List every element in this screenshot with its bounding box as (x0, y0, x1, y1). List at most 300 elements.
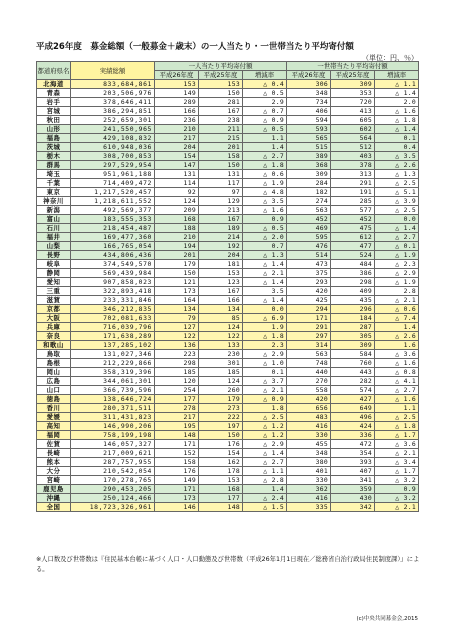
cell-pref: 熊本 (37, 458, 71, 467)
cell-hr: △ 0.8 (375, 368, 419, 377)
cell-h26: 515 (287, 143, 331, 152)
cell-hr: △ 4.1 (375, 377, 419, 386)
cell-pr: △ 1.4 (243, 278, 287, 287)
cell-pr: 2.9 (243, 98, 287, 107)
cell-h25: 720 (331, 98, 375, 107)
cell-p25: 85 (199, 314, 243, 323)
cell-p26: 217 (155, 134, 199, 143)
cell-pr: △ 0.5 (243, 89, 287, 98)
cell-hr: △ 1.4 (375, 125, 419, 134)
table-row (37, 305, 419, 314)
table-body (37, 80, 419, 512)
cell-hr: △ 2.3 (375, 260, 419, 269)
cell-h25: 287 (331, 323, 375, 332)
cell-pr: △ 1.0 (243, 359, 287, 368)
cell-total: 308,700,853 (71, 152, 155, 161)
cell-pr: △ 4.8 (243, 188, 287, 197)
cell-pref: 佐賀 (37, 440, 71, 449)
cell-pref: 宮城 (37, 107, 71, 116)
cell-h25: 309 (331, 80, 375, 89)
cell-total: 169,477,360 (71, 233, 155, 242)
cell-hr: △ 1.9 (375, 251, 419, 260)
table-row (37, 278, 419, 287)
cell-p26: 152 (155, 449, 199, 458)
cell-hr: △ 7.4 (375, 314, 419, 323)
cell-h26: 171 (287, 314, 331, 323)
cell-pref: 北海道 (37, 80, 71, 89)
cell-pr: △ 2.0 (243, 233, 287, 242)
table-row (37, 377, 419, 386)
cell-p25: 167 (199, 107, 243, 116)
table-row (37, 116, 419, 125)
cell-h26: 368 (287, 161, 331, 170)
cell-h26: 593 (287, 125, 331, 134)
cell-hr: 1.4 (375, 323, 419, 332)
cell-pref: 大分 (37, 467, 71, 476)
table-row (37, 494, 419, 503)
cell-h25: 435 (331, 296, 375, 305)
h25-header: 平成25年度 (331, 71, 375, 80)
cell-pr: 0.7 (243, 242, 287, 251)
cell-hr: 2.0 (375, 98, 419, 107)
cell-p26: 146 (155, 503, 199, 512)
h26-header: 平成26年度 (287, 71, 331, 80)
cell-pref: 福岡 (37, 431, 71, 440)
cell-p25: 273 (199, 404, 243, 413)
cell-p26: 236 (155, 116, 199, 125)
cell-p26: 79 (155, 314, 199, 323)
cell-total: 170,278,765 (71, 476, 155, 485)
cell-total: 287,757,955 (71, 458, 155, 467)
cell-p26: 168 (155, 215, 199, 224)
cell-pr: △ 0.4 (243, 80, 287, 89)
cell-h25: 484 (331, 260, 375, 269)
cell-pr: △ 0.5 (243, 125, 287, 134)
cell-p26: 154 (155, 152, 199, 161)
cell-hr: △ 2.6 (375, 161, 419, 170)
cell-p25: 211 (199, 125, 243, 134)
cell-total: 429,108,832 (71, 134, 155, 143)
table-row (37, 368, 419, 377)
cell-pref: 石川 (37, 224, 71, 233)
cell-hr: 0.0 (375, 215, 419, 224)
cell-total: 344,061,301 (71, 377, 155, 386)
table-row (37, 80, 419, 89)
cell-h25: 427 (331, 395, 375, 404)
cell-h26: 565 (287, 134, 331, 143)
cell-p25: 281 (199, 98, 243, 107)
cell-p25: 213 (199, 206, 243, 215)
cell-pref: 徳島 (37, 395, 71, 404)
cell-pref: 秋田 (37, 116, 71, 125)
cell-p25: 122 (199, 332, 243, 341)
cell-h25: 378 (331, 161, 375, 170)
rate-header: 増減率 (375, 71, 419, 80)
table-row (37, 260, 419, 269)
cell-p26: 150 (155, 269, 199, 278)
cell-pr: 2.3 (243, 341, 287, 350)
cell-p25: 179 (199, 395, 243, 404)
cell-h26: 476 (287, 242, 331, 251)
cell-p25: 133 (199, 341, 243, 350)
cell-pr: △ 2.1 (243, 386, 287, 395)
cell-h26: 389 (287, 152, 331, 161)
cell-h25: 524 (331, 251, 375, 260)
cell-pref: 香川 (37, 404, 71, 413)
cell-p25: 131 (199, 170, 243, 179)
table-row (37, 134, 419, 143)
h25-header: 平成25年度 (199, 71, 243, 80)
cell-p25: 197 (199, 422, 243, 431)
cell-total: 386,294,851 (71, 107, 155, 116)
cell-hr: △ 1.4 (375, 224, 419, 233)
cell-hr: △ 2.5 (375, 413, 419, 422)
cell-total: 212,229,866 (71, 359, 155, 368)
cell-p26: 122 (155, 332, 199, 341)
cell-pref: 島根 (37, 359, 71, 368)
cell-pref: 埼玉 (37, 170, 71, 179)
cell-total: 297,529,954 (71, 161, 155, 170)
cell-p26: 177 (155, 395, 199, 404)
cell-p26: 121 (155, 278, 199, 287)
cell-p26: 210 (155, 125, 199, 134)
table-row (37, 458, 419, 467)
cell-pr: △ 3.7 (243, 377, 287, 386)
cell-h25: 342 (331, 503, 375, 512)
table-row (37, 125, 419, 134)
cell-h25: 285 (331, 197, 375, 206)
cell-hr: 1.6 (375, 341, 419, 350)
cell-pref: 茨城 (37, 143, 71, 152)
cell-h25: 602 (331, 125, 375, 134)
cell-p26: 158 (155, 458, 199, 467)
cell-h25: 336 (331, 431, 375, 440)
cell-hr: △ 2.5 (375, 206, 419, 215)
cell-h26: 563 (287, 206, 331, 215)
cell-p25: 177 (199, 494, 243, 503)
cell-h26: 274 (287, 197, 331, 206)
cell-h26: 330 (287, 476, 331, 485)
unit-label: （単位：円、％） (362, 54, 418, 62)
cell-h26: 455 (287, 440, 331, 449)
cell-h26: 375 (287, 269, 331, 278)
cell-total: 146,990,206 (71, 422, 155, 431)
cell-h25: 649 (331, 404, 375, 413)
cell-p25: 129 (199, 197, 243, 206)
cell-h26: 380 (287, 458, 331, 467)
cell-pref: 広島 (37, 377, 71, 386)
cell-hr: △ 0.6 (375, 305, 419, 314)
cell-p26: 210 (155, 233, 199, 242)
cell-h26: 306 (287, 80, 331, 89)
cell-total: 833,684,861 (71, 80, 155, 89)
cell-hr: △ 2.1 (375, 449, 419, 458)
cell-total: 758,199,198 (71, 431, 155, 440)
cell-h25: 574 (331, 386, 375, 395)
cell-pr: 1.4 (243, 485, 287, 494)
cell-hr: △ 2.1 (375, 503, 419, 512)
cell-total: 18,723,326,961 (71, 503, 155, 512)
cell-h25: 564 (331, 134, 375, 143)
table-row (37, 440, 419, 449)
cell-pr: △ 3.5 (243, 197, 287, 206)
cell-h25: 760 (331, 359, 375, 368)
cell-pr: △ 1.9 (243, 179, 287, 188)
cell-h26: 594 (287, 116, 331, 125)
cell-h25: 353 (331, 89, 375, 98)
cell-pref: 和歌山 (37, 341, 71, 350)
cell-hr: 0.9 (375, 485, 419, 494)
cell-p26: 209 (155, 206, 199, 215)
cell-pref: 三重 (37, 287, 71, 296)
h26-header: 平成26年度 (155, 71, 199, 80)
cell-h26: 469 (287, 224, 331, 233)
cell-p26: 136 (155, 341, 199, 350)
cell-p25: 222 (199, 413, 243, 422)
cell-pref: 富山 (37, 215, 71, 224)
cell-hr: △ 2.1 (375, 296, 419, 305)
cell-h25: 296 (331, 305, 375, 314)
cell-p25: 185 (199, 368, 243, 377)
cell-p26: 149 (155, 89, 199, 98)
cell-pr: 0.1 (243, 368, 287, 377)
cell-h26: 595 (287, 233, 331, 242)
cell-h25: 341 (331, 476, 375, 485)
table-row (37, 98, 419, 107)
cell-h26: 330 (287, 431, 331, 440)
cell-p25: 214 (199, 233, 243, 242)
cell-h25: 475 (331, 224, 375, 233)
cell-total: 138,646,724 (71, 395, 155, 404)
table-row (37, 476, 419, 485)
cell-hr: △ 2.9 (375, 269, 419, 278)
cell-h26: 473 (287, 260, 331, 269)
cell-pr: △ 6.9 (243, 314, 287, 323)
table-row (37, 449, 419, 458)
cell-pref: 岩手 (37, 98, 71, 107)
table-row (37, 323, 419, 332)
table-row (37, 233, 419, 242)
cell-hr: △ 3.2 (375, 476, 419, 485)
cell-p25: 150 (199, 161, 243, 170)
cell-total: 346,212,835 (71, 305, 155, 314)
cell-p25: 153 (199, 476, 243, 485)
cell-h25: 291 (331, 179, 375, 188)
cell-pr: △ 2.9 (243, 350, 287, 359)
cell-total: 166,765,054 (71, 242, 155, 251)
cell-pref: 鳥取 (37, 350, 71, 359)
cell-h25: 496 (331, 413, 375, 422)
table-row (37, 314, 419, 323)
cell-p25: 166 (199, 296, 243, 305)
cell-total: 311,431,823 (71, 413, 155, 422)
total-row (37, 503, 419, 512)
table-row (37, 242, 419, 251)
table-row (37, 485, 419, 494)
cell-h26: 284 (287, 179, 331, 188)
cell-pref: 高知 (37, 422, 71, 431)
cell-p25: 181 (199, 260, 243, 269)
cell-h25: 359 (331, 485, 375, 494)
cell-h26: 483 (287, 413, 331, 422)
cell-p25: 158 (199, 152, 243, 161)
cell-pref: 岡山 (37, 368, 71, 377)
cell-p26: 149 (155, 476, 199, 485)
table-row (37, 197, 419, 206)
cell-p25: 154 (199, 449, 243, 458)
cell-hr: △ 1.7 (375, 467, 419, 476)
cell-pr: 0.0 (243, 305, 287, 314)
cell-h25: 430 (331, 494, 375, 503)
cell-pref: 長野 (37, 251, 71, 260)
cell-pref: 山口 (37, 386, 71, 395)
cell-p26: 120 (155, 377, 199, 386)
table-row (37, 269, 419, 278)
cell-h25: 403 (331, 152, 375, 161)
cell-total: 131,027,346 (71, 350, 155, 359)
cell-p25: 153 (199, 269, 243, 278)
cell-pref: 山梨 (37, 242, 71, 251)
cell-pr: △ 0.6 (243, 170, 287, 179)
cell-p26: 179 (155, 260, 199, 269)
cell-pref: 京都 (37, 305, 71, 314)
cell-total: 569,439,984 (71, 269, 155, 278)
cell-pref: 愛媛 (37, 413, 71, 422)
cell-p26: 164 (155, 296, 199, 305)
cell-pref: 神奈川 (37, 197, 71, 206)
cell-pr: △ 0.7 (243, 107, 287, 116)
cell-pr: △ 2.5 (243, 413, 287, 422)
cell-total: 358,319,396 (71, 368, 155, 377)
cell-h26: 401 (287, 467, 331, 476)
cell-hr: △ 1.8 (375, 116, 419, 125)
cell-hr: △ 1.4 (375, 89, 419, 98)
cell-total: 290,453,205 (71, 485, 155, 494)
cell-p26: 298 (155, 359, 199, 368)
cell-h25: 184 (331, 314, 375, 323)
cell-pr: △ 1.1 (243, 467, 287, 476)
cell-h25: 413 (331, 107, 375, 116)
cell-hr: △ 1.1 (375, 80, 419, 89)
cell-p25: 124 (199, 377, 243, 386)
cell-hr: △ 0.1 (375, 242, 419, 251)
cell-p26: 201 (155, 251, 199, 260)
cell-total: 610,948,036 (71, 143, 155, 152)
cell-pref: 青森 (37, 89, 71, 98)
cell-p26: 134 (155, 305, 199, 314)
cell-pr: 1.9 (243, 323, 287, 332)
cell-h25: 512 (331, 143, 375, 152)
table-row (37, 161, 419, 170)
cell-h25: 472 (331, 440, 375, 449)
cell-h26: 416 (287, 422, 331, 431)
cell-p26: 217 (155, 413, 199, 422)
cell-p26: 148 (155, 431, 199, 440)
cell-h26: 309 (287, 170, 331, 179)
cell-pr: △ 2.8 (243, 476, 287, 485)
table-row (37, 395, 419, 404)
cell-h25: 309 (331, 341, 375, 350)
cell-total: 1,218,611,552 (71, 197, 155, 206)
cell-p25: 134 (199, 305, 243, 314)
cell-total: 322,893,418 (71, 287, 155, 296)
cell-h26: 748 (287, 359, 331, 368)
table-row (37, 170, 419, 179)
cell-hr: △ 3.9 (375, 197, 419, 206)
cell-total: 250,124,466 (71, 494, 155, 503)
cell-total: 146,057,327 (71, 440, 155, 449)
cell-pref: 大阪 (37, 314, 71, 323)
cell-p25: 124 (199, 323, 243, 332)
cell-p26: 114 (155, 179, 199, 188)
cell-p25: 153 (199, 80, 243, 89)
cell-h25: 584 (331, 350, 375, 359)
cell-h25: 577 (331, 206, 375, 215)
cell-p26: 131 (155, 170, 199, 179)
table-row (37, 296, 419, 305)
cell-hr: △ 2.7 (375, 233, 419, 242)
cell-p25: 192 (199, 242, 243, 251)
cell-pr: △ 1.8 (243, 332, 287, 341)
cell-h25: 407 (331, 467, 375, 476)
cell-hr: △ 5.1 (375, 188, 419, 197)
cell-h25: 191 (331, 188, 375, 197)
cell-total: 217,009,621 (71, 449, 155, 458)
cell-h26: 293 (287, 278, 331, 287)
cell-p25: 117 (199, 179, 243, 188)
cell-hr: △ 2.6 (375, 332, 419, 341)
cell-p26: 124 (155, 197, 199, 206)
cell-total: 171,638,289 (71, 332, 155, 341)
table-row (37, 206, 419, 215)
cell-pref: 東京 (37, 188, 71, 197)
cell-pr: △ 0.9 (243, 395, 287, 404)
cell-pref: 静岡 (37, 269, 71, 278)
cell-h26: 440 (287, 368, 331, 377)
per-person-header: 一人当たり平均寄付額 (155, 62, 287, 71)
cell-pref: 福井 (37, 233, 71, 242)
per-household-header: 一世帯当たり平均寄付額 (287, 62, 419, 71)
table-row (37, 188, 419, 197)
cell-pr: 1.1 (243, 134, 287, 143)
cell-h26: 335 (287, 503, 331, 512)
copyright-credit: (c)中央共同募金会,2015 (356, 616, 418, 622)
cell-total: 702,081,633 (71, 314, 155, 323)
cell-p26: 289 (155, 98, 199, 107)
table-row (37, 107, 419, 116)
cell-h25: 443 (331, 368, 375, 377)
table-row (37, 287, 419, 296)
cell-h26: 425 (287, 296, 331, 305)
cell-pref: 福島 (37, 134, 71, 143)
cell-total: 907,858,023 (71, 278, 155, 287)
cell-pref: 宮崎 (37, 476, 71, 485)
cell-total: 951,961,188 (71, 170, 155, 179)
cell-h26: 452 (287, 215, 331, 224)
cell-h25: 282 (331, 377, 375, 386)
cell-pr: △ 1.4 (243, 449, 287, 458)
cell-p26: 171 (155, 440, 199, 449)
cell-pr: △ 2.9 (243, 440, 287, 449)
table-row (37, 431, 419, 440)
cell-p25: 301 (199, 359, 243, 368)
cell-total: 241,550,965 (71, 125, 155, 134)
cell-total: 716,039,796 (71, 323, 155, 332)
cell-total: 366,739,596 (71, 386, 155, 395)
table-row (37, 350, 419, 359)
cell-pr: 1.4 (243, 143, 287, 152)
cell-pr: △ 1.6 (243, 206, 287, 215)
